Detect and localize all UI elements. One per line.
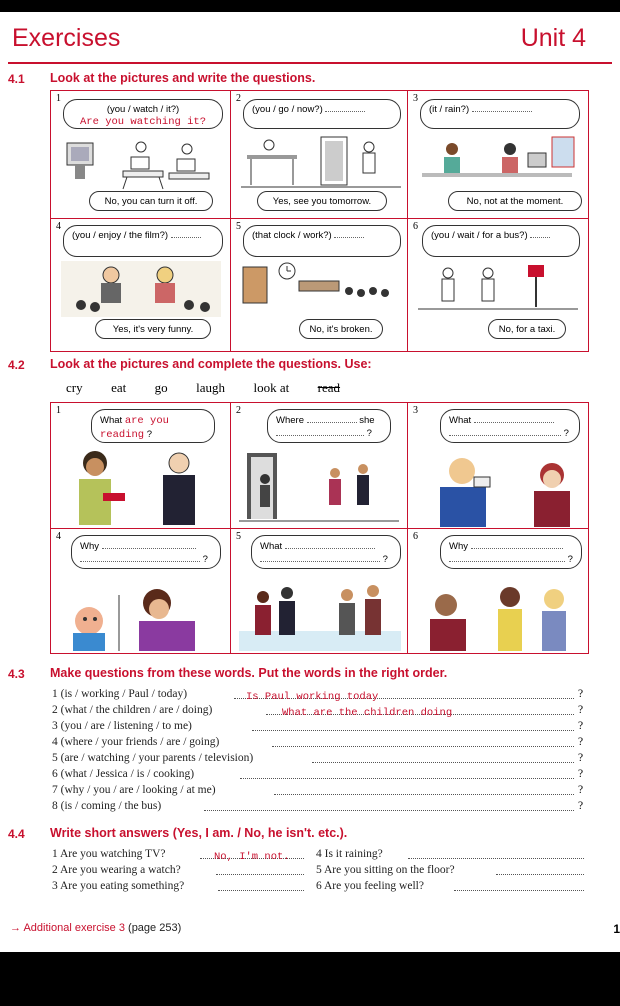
section-title-4-2: Look at the pictures and complete the questions. Use: <box>50 357 372 371</box>
question-mark: ? <box>578 752 584 764</box>
picture-cell-6 <box>408 219 588 351</box>
handwritten-answer: No, I'm not. <box>214 851 290 863</box>
page-title: Exercises <box>12 24 121 52</box>
section-title-4-1: Look at the pictures and write the questions. <box>50 71 316 85</box>
section-number-4-3: 4.3 <box>8 667 25 681</box>
picture-grid-4-1 <box>50 90 589 352</box>
additional-exercise-link[interactable]: → Additional exercise 3 (page 253) <box>10 922 182 934</box>
prompt-text: (you / watch / it?) <box>106 104 180 115</box>
picture-cell-5 <box>231 219 408 351</box>
handwritten-answer: are you <box>124 415 169 427</box>
section-number-4-2: 4.2 <box>8 358 25 372</box>
question-line-1: 1 (is / working / Paul / today) <box>52 688 188 700</box>
cell-number: 2 <box>236 405 241 416</box>
word-go: go <box>154 380 168 395</box>
cell-number: 6 <box>413 531 418 542</box>
picture-cell-5 <box>231 529 408 653</box>
question-mark: ? <box>578 800 584 812</box>
question-line-8: 8 (is / coming / the bus) <box>52 800 162 812</box>
prompt-bubble <box>243 99 401 129</box>
answer-line-3[interactable] <box>252 718 574 731</box>
cell-number: 2 <box>236 93 241 104</box>
question-line-6: 6 (what / Jessica / is / cooking) <box>52 768 195 780</box>
answer-line-2[interactable] <box>266 702 574 719</box>
reading-illustration <box>59 449 223 527</box>
cell-number: 6 <box>413 221 418 232</box>
prompt-bubble <box>91 409 215 443</box>
prompt-text: (you / go / now?) <box>252 104 323 115</box>
prompt-text: Why <box>80 541 99 552</box>
short-answer-line-5[interactable] <box>496 862 584 875</box>
prompt-ending: ? <box>202 554 208 565</box>
question-mark: ? <box>578 784 584 796</box>
prompt-text: (that clock / work?) <box>252 230 332 241</box>
cell-number: 1 <box>56 405 61 416</box>
short-answer-3: 3 Are you eating something? <box>52 880 185 892</box>
answer-line-7[interactable] <box>274 782 574 795</box>
reply-bubble: Yes, it's very funny. <box>95 319 211 339</box>
cell-number: 4 <box>56 531 61 542</box>
question-line-7: 7 (why / you / are / looking / at me) <box>52 784 216 796</box>
office-illustration <box>241 135 401 191</box>
prompt-ending: ? <box>366 428 372 439</box>
short-answer-line-6[interactable] <box>454 878 584 891</box>
picture-cell-1 <box>51 91 231 219</box>
question-mark: ? <box>578 688 584 700</box>
cell-number: 5 <box>236 221 241 232</box>
reply-bubble: No, you can turn it off. <box>89 191 213 211</box>
word-laugh: laugh <box>196 380 226 395</box>
reply-bubble: No, it's broken. <box>299 319 383 339</box>
short-answer-line-1[interactable] <box>200 846 304 863</box>
short-answer-line-2[interactable] <box>216 862 304 875</box>
clock-hall-illustration <box>239 261 399 317</box>
prompt-bubble <box>422 225 580 257</box>
prompt-ending: ? <box>567 554 573 565</box>
short-answer-5: 5 Are you sitting on the floor? <box>316 864 455 876</box>
arrow-right-icon: → <box>10 922 21 934</box>
prompt-text: What <box>100 415 123 426</box>
word-list <box>66 379 364 397</box>
handwritten-answer: reading <box>100 429 145 441</box>
short-answer-line-4[interactable] <box>408 846 584 859</box>
section-number-4-4: 4.4 <box>8 827 25 841</box>
prompt-middle: she <box>359 415 375 426</box>
handwritten-answer: What are the children doing <box>282 707 453 719</box>
prompt-text: (it / rain?) <box>429 104 470 115</box>
question-mark: ? <box>578 720 584 732</box>
exit-door-illustration <box>239 449 399 527</box>
short-answer-2: 2 Are you wearing a watch? <box>52 864 181 876</box>
prompt-text: (you / wait / for a bus?) <box>431 230 528 241</box>
short-answer-1: 1 Are you watching TV? <box>52 848 166 860</box>
question-line-5: 5 (are / watching / your parents / television) <box>52 752 254 764</box>
prompt-ending: ? <box>563 428 569 439</box>
picture-cell-4 <box>51 219 231 351</box>
prompt-text: (you / enjoy / the film?) <box>72 230 169 241</box>
prompt-ending: ? <box>146 429 153 440</box>
answer-line-4[interactable] <box>272 734 574 747</box>
prompt-bubble <box>63 99 223 129</box>
reply-bubble: No, not at the moment. <box>448 191 582 211</box>
word-look-at: look at <box>253 380 290 395</box>
short-answer-4: 4 Is it raining? <box>316 848 383 860</box>
prompt-text: Where <box>276 415 304 426</box>
question-line-3: 3 (you / are / listening / to me) <box>52 720 192 732</box>
word-eat: eat <box>111 380 127 395</box>
cinema-illustration <box>61 261 221 317</box>
reply-bubble: No, for a taxi. <box>488 319 566 339</box>
cell-number: 5 <box>236 531 241 542</box>
prompt-text: Why <box>449 541 468 552</box>
crying-child-illustration <box>59 575 225 651</box>
picture-cell-4 <box>51 529 231 653</box>
question-line-4: 4 (where / your friends / are / going) <box>52 736 220 748</box>
picture-cell-3 <box>408 403 588 529</box>
prompt-text: What <box>260 541 283 552</box>
section-number-4-1: 4.1 <box>8 72 25 86</box>
prompt-bubble <box>71 535 221 569</box>
looking-up-illustration <box>239 575 401 651</box>
reply-bubble: Yes, see you tomorrow. <box>257 191 387 211</box>
cell-number: 1 <box>56 93 61 104</box>
cell-number: 3 <box>413 405 418 416</box>
eating-illustration <box>416 449 582 527</box>
prompt-bubble <box>440 409 580 443</box>
header-divider <box>8 62 612 64</box>
section-title-4-4: Write short answers (Yes, I am. / No, he isn't. etc.). <box>50 826 348 840</box>
short-answer-6: 6 Are you feeling well? <box>316 880 424 892</box>
page-number: 1 <box>613 922 620 936</box>
answer-line-1[interactable] <box>234 686 574 703</box>
short-answer-line-3[interactable] <box>218 878 304 891</box>
picture-cell-1 <box>51 403 231 529</box>
laughing-friends-illustration <box>414 575 582 651</box>
tv-room-illustration <box>61 135 221 191</box>
handwritten-answer: Is Paul working today <box>246 691 379 703</box>
handwritten-answer: Are you watching it? <box>79 116 207 128</box>
picture-cell-6 <box>408 529 588 653</box>
question-line-2: 2 (what / the children / are / doing) <box>52 704 213 716</box>
question-mark: ? <box>578 704 584 716</box>
picture-grid-4-2 <box>50 402 589 654</box>
prompt-ending: ? <box>382 554 388 565</box>
answer-line-8[interactable] <box>204 798 574 811</box>
answer-line-5[interactable] <box>312 750 574 763</box>
prompt-bubble <box>251 535 401 569</box>
question-mark: ? <box>578 736 584 748</box>
word-cry: cry <box>66 380 83 395</box>
exercise-page <box>0 12 620 952</box>
cell-number: 4 <box>56 221 61 232</box>
unit-label: Unit 4 <box>520 24 586 52</box>
prompt-text: What <box>449 415 472 426</box>
desk-window-illustration <box>418 135 578 191</box>
prompt-bubble <box>63 225 223 257</box>
bus-stop-illustration <box>418 261 578 317</box>
picture-cell-3 <box>408 91 588 219</box>
word-read: read <box>317 380 341 395</box>
picture-cell-2 <box>231 403 408 529</box>
cell-number: 3 <box>413 93 418 104</box>
footer-page-ref: (page 253) <box>128 922 182 934</box>
prompt-bubble <box>420 99 580 129</box>
section-title-4-3: Make questions from these words. Put the words in the right order. <box>50 666 448 680</box>
prompt-bubble <box>267 409 391 443</box>
picture-cell-2 <box>231 91 408 219</box>
answer-line-6[interactable] <box>240 766 574 779</box>
prompt-bubble <box>440 535 582 569</box>
prompt-bubble <box>243 225 401 257</box>
question-mark: ? <box>578 768 584 780</box>
